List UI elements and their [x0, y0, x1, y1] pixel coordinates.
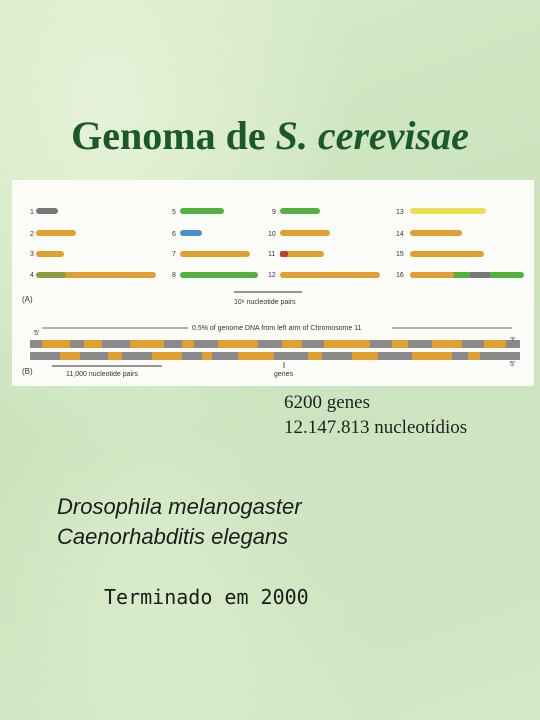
organism-drosophila: Drosophila melanogaster — [57, 494, 302, 519]
chromosome-10 — [280, 230, 330, 236]
chromosome-number: 8 — [172, 272, 176, 279]
genome-figure — [12, 180, 534, 386]
chromosome-16-band — [410, 272, 454, 278]
completion-note: Terminado em 2000 — [104, 585, 309, 609]
scale-a-label: 10⁶ nucleotide pairs — [234, 299, 296, 306]
chromosome-number: 7 — [172, 251, 176, 258]
scale-b-label: 11,000 nucleotide pairs — [66, 371, 138, 378]
chromosome-14 — [410, 230, 462, 236]
slide-title — [0, 112, 540, 159]
chromosome-8 — [180, 272, 258, 278]
chromosome-number: 10 — [268, 231, 276, 238]
strand-label: 5' — [510, 361, 516, 368]
nucleotide-count: 12.147.813 nucleotídios — [284, 417, 468, 438]
chromosome-number: 16 — [396, 272, 404, 279]
chromosome-5 — [180, 208, 224, 214]
chromosome-number: 2 — [30, 231, 34, 238]
chromosome-3 — [36, 251, 64, 257]
title-italic: S. cerevisae — [275, 113, 469, 158]
chromosome-9 — [280, 208, 320, 214]
chromosome-11-segment — [280, 251, 288, 257]
genome-figure-svg — [12, 180, 534, 386]
panel-b-label: (B) — [22, 367, 33, 376]
segment-caption: 0.5% of genome DNA from left arm of Chromosome 11 — [192, 325, 362, 332]
chromosome-number: 12 — [268, 272, 276, 279]
chromosome-4-band — [36, 272, 66, 278]
chromosome-number: 11 — [268, 251, 276, 258]
chromosome-number: 3 — [30, 251, 34, 258]
chromosome-number: 14 — [396, 231, 404, 238]
chromosome-number: 6 — [172, 231, 176, 238]
organism-list — [57, 492, 302, 552]
panel-a-label: (A) — [22, 295, 33, 304]
chromosome-12 — [280, 272, 380, 278]
strand-label: 5' — [34, 330, 40, 337]
chromosome-15 — [410, 251, 484, 257]
chromosome-2 — [36, 230, 76, 236]
chromosome-number: 4 — [30, 272, 34, 279]
title-plain: Genoma de — [71, 113, 276, 158]
chromosome-number: 1 — [30, 209, 34, 216]
chromosome-number: 5 — [172, 209, 176, 216]
genome-stats — [284, 390, 467, 440]
chromosome-number: 15 — [396, 251, 404, 258]
chromosome-13 — [410, 208, 486, 214]
genes-label: genes — [274, 371, 294, 378]
gene-count: 6200 genes — [284, 392, 371, 413]
chromosome-number: 13 — [396, 209, 404, 216]
chromosome-7 — [180, 251, 250, 257]
chromosome-number: 9 — [272, 209, 276, 216]
chromosome-16-band-gray — [470, 272, 490, 278]
chromosome-6 — [180, 230, 202, 236]
organism-c-elegans: Caenorhabditis elegans — [57, 524, 289, 549]
chromosome-1 — [36, 208, 58, 214]
